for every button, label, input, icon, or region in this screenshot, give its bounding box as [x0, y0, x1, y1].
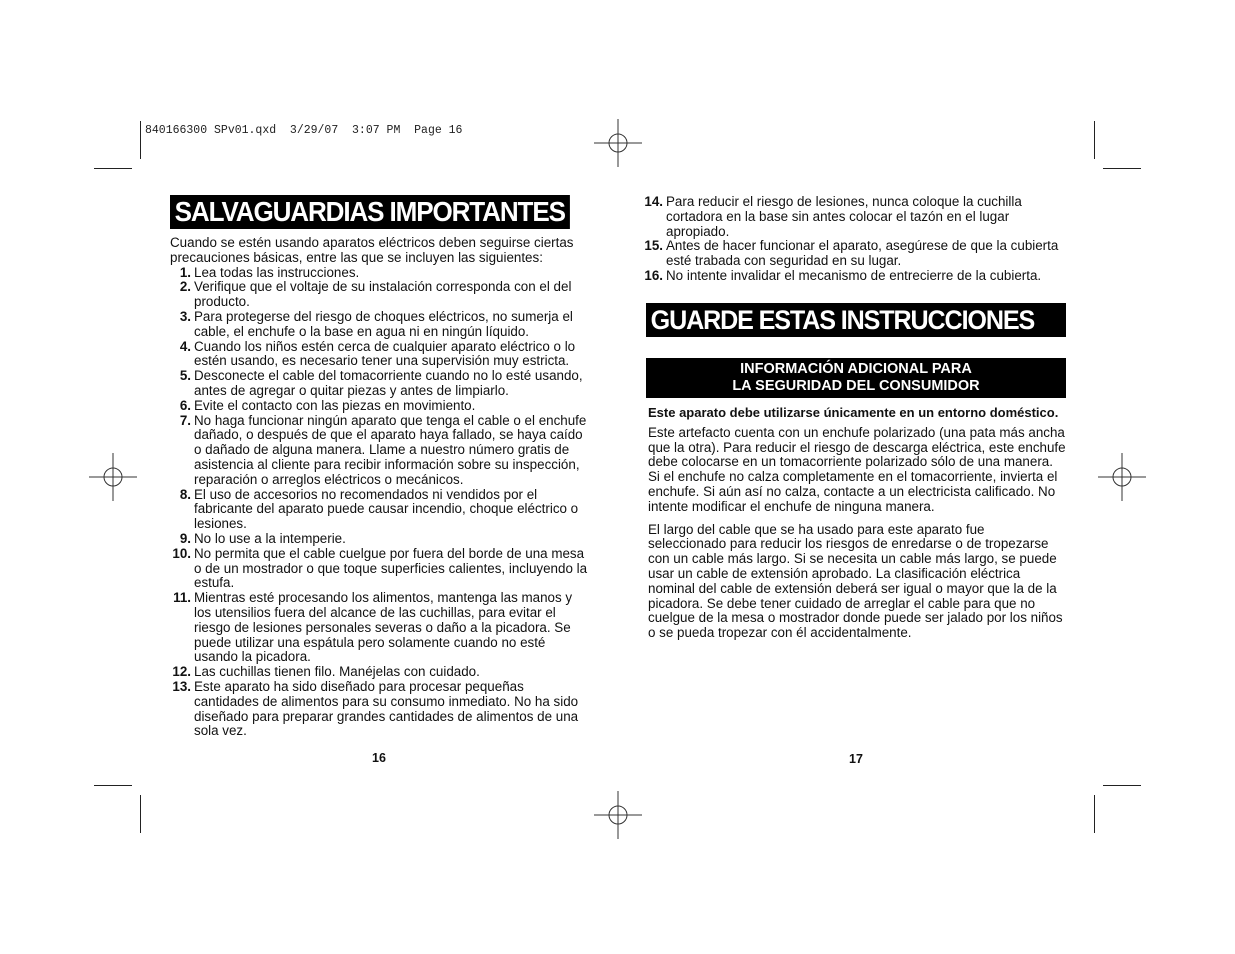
- crop-mark: [1103, 785, 1141, 786]
- page-number: 17: [849, 752, 863, 766]
- list-item: [642, 195, 1066, 239]
- list-item-text: Para protegerse del riesgo de choques eléctricos, no sumerja el cable, el enchufe o la base en agua ni en ningún líquido.: [194, 308, 573, 339]
- list-item-number: 4.: [179, 338, 191, 354]
- list-item-text: Desconecte el cable del tomacorriente cuando no lo esté usando, antes de agregar o quitar piezas y antes de limpiarlo.: [194, 368, 583, 398]
- subheading-box: [646, 358, 1066, 398]
- list-item-number: 14.: [644, 194, 663, 209]
- crop-mark: [1094, 121, 1095, 159]
- list-item-text: Antes de hacer funcionar el aparato, asegúrese de que la cubierta esté trabada con seguridad en su lugar.: [666, 238, 1059, 269]
- list-item-number: 1.: [179, 264, 191, 280]
- list-item-text: Este aparato ha sido diseñado para procesar pequeñas cantidades de alimentos para su consumo inmediato. No ha sido diseñado para preparar grandes cantidades de alimentos de una sola vez.: [194, 678, 579, 739]
- list-item: [170, 414, 590, 488]
- list-item: [642, 239, 1066, 269]
- list-item-number: 10.: [172, 545, 191, 561]
- list-item: [170, 310, 590, 340]
- page-title: SALVAGUARDIAS IMPORTANTES: [170, 195, 569, 229]
- list-item: [170, 591, 590, 665]
- list-item-text: Evite el contacto con las piezas en movimiento.: [194, 397, 476, 413]
- list-item-number: 13.: [172, 678, 191, 694]
- list-item-number: 16.: [644, 267, 663, 283]
- cord-paragraph: El largo del cable que se ha usado para este aparato fue seleccionado para reducir los riesgos de enredarse o de tropezarse con un cable más largo. Si se necesita un cable más largo, se puede usar un cable de extensión aprobado. La clasificación eléctrica nominal del cable de extensión deberá ser igual o mayor que la de la picadora. Se debe tener cuidado de arreglar el cable para que no cuelgue de la mesa o mostrador donde puede ser jalado por los niños o se pueda tropezar con él accidentalmente.: [648, 521, 1063, 641]
- page-number: 16: [372, 751, 386, 765]
- list-item-number: 11.: [173, 590, 191, 606]
- list-item-number: 8.: [179, 486, 191, 502]
- subheading-line: INFORMACIÓN ADICIONAL PARA: [740, 360, 972, 377]
- list-item-text: Cuando los niños estén cerca de cualquier aparato eléctrico o lo estén usando, es necesario tener una supervisión muy estricta.: [194, 338, 576, 369]
- list-item: [170, 399, 590, 414]
- intro-paragraph: Cuando se estén usando aparatos eléctricos deben seguirse ciertas precauciones básicas, entre las que se incluyen las siguientes:: [170, 235, 574, 265]
- right-page: [646, 195, 1066, 641]
- list-item: [170, 665, 590, 680]
- safety-list: [170, 266, 590, 740]
- registration-mark-icon: [1098, 453, 1146, 501]
- crop-mark: [1103, 168, 1141, 169]
- list-item-text: Mientras esté procesando los alimentos, mantenga las manos y los utensilios fuera del alcance de las cuchillas, para evitar el riesgo de lesiones personales severas o daño a la picadora. Se puede utilizar una espátula pero solamente cuando no esté usando la picadora.: [194, 590, 573, 665]
- list-item-text: Lea todas las instrucciones.: [194, 264, 360, 280]
- list-item-text: No permita que el cable cuelgue por fuera del borde de una mesa o de un mostrador o que toque superficies calientes, incluyendo la estufa.: [194, 545, 588, 591]
- title-banner: [170, 195, 590, 229]
- list-item-number: 6.: [179, 397, 191, 413]
- crop-mark: [140, 121, 141, 159]
- title-banner: [646, 303, 1066, 337]
- polarized-plug-paragraph: Este artefacto cuenta con un enchufe polarizado (una pata más ancha que la otra). Para reducir el riesgo de descarga eléctrica, este enchufe debe colocarse en un tomacorriente polarizado sólo de una manera. Si el enchufe no calza completamente en el tomacorriente, invierta el enchufe. Si aún así no calza, contacte a un electricista calificado. No intente modificar el enchufe de ninguna manera.: [648, 424, 1066, 514]
- list-item-number: 2.: [179, 279, 191, 295]
- crop-mark: [1094, 795, 1095, 833]
- list-item-number: 12.: [172, 664, 191, 680]
- list-item-text: No lo use a la intemperie.: [194, 530, 346, 546]
- list-item: [170, 340, 590, 370]
- list-item-text: Las cuchillas tienen filo. Manéjelas con cuidado.: [194, 664, 480, 680]
- list-item: [642, 269, 1066, 284]
- list-item-text: No intente invalidar el mecanismo de entrecierre de la cubierta.: [666, 267, 1042, 283]
- list-item: [170, 369, 590, 399]
- list-item-number: 5.: [179, 368, 191, 384]
- list-item: [170, 266, 590, 281]
- crop-mark: [94, 168, 132, 169]
- list-item-text: No haga funcionar ningún aparato que tenga el cable o el enchufe dañado, o después de que el aparato haya fallado, se haya caído o dañado de alguna manera. Llame a nuestro número gratis de asistencia al cliente para recibir información sobre su inspección, reparación o arreglos eléctricos o mecánicos.: [194, 412, 587, 487]
- list-item: [170, 532, 590, 547]
- left-page: [170, 195, 590, 739]
- list-item: [170, 680, 590, 739]
- list-item: [170, 280, 590, 310]
- registration-mark-icon: [89, 453, 137, 501]
- domestic-use-note: Este aparato debe utilizarse únicamente en un entorno doméstico.: [648, 404, 1059, 420]
- registration-mark-icon: [594, 791, 642, 839]
- list-item: [170, 547, 590, 591]
- list-item-number: 3.: [179, 308, 191, 324]
- list-item-number: 15.: [644, 238, 663, 254]
- list-item-number: 7.: [179, 412, 191, 428]
- section-title: GUARDE ESTAS INSTRUCCIONES: [646, 303, 1039, 337]
- list-item-text: Para reducir el riesgo de lesiones, nunca coloque la cuchilla cortadora en la base sin antes colocar el tazón en el lugar apropiado.: [666, 194, 1022, 239]
- list-item: [170, 488, 590, 532]
- list-item-text: El uso de accesorios no recomendados ni vendidos por el fabricante del aparato puede causar incendio, choque eléctrico o lesiones.: [194, 486, 579, 532]
- subheading-line: LA SEGURIDAD DEL CONSUMIDOR: [732, 378, 980, 395]
- printer-slug: 840166300 SPv01.qxd 3/29/07 3:07 PM Page 16: [145, 124, 463, 137]
- list-item-number: 9.: [179, 530, 191, 546]
- list-item-text: Verifique que el voltaje de su instalación corresponda con el del producto.: [194, 279, 572, 310]
- crop-mark: [94, 785, 132, 786]
- safety-list-continued: [642, 195, 1066, 284]
- crop-mark: [140, 795, 141, 833]
- registration-mark-icon: [594, 119, 642, 167]
